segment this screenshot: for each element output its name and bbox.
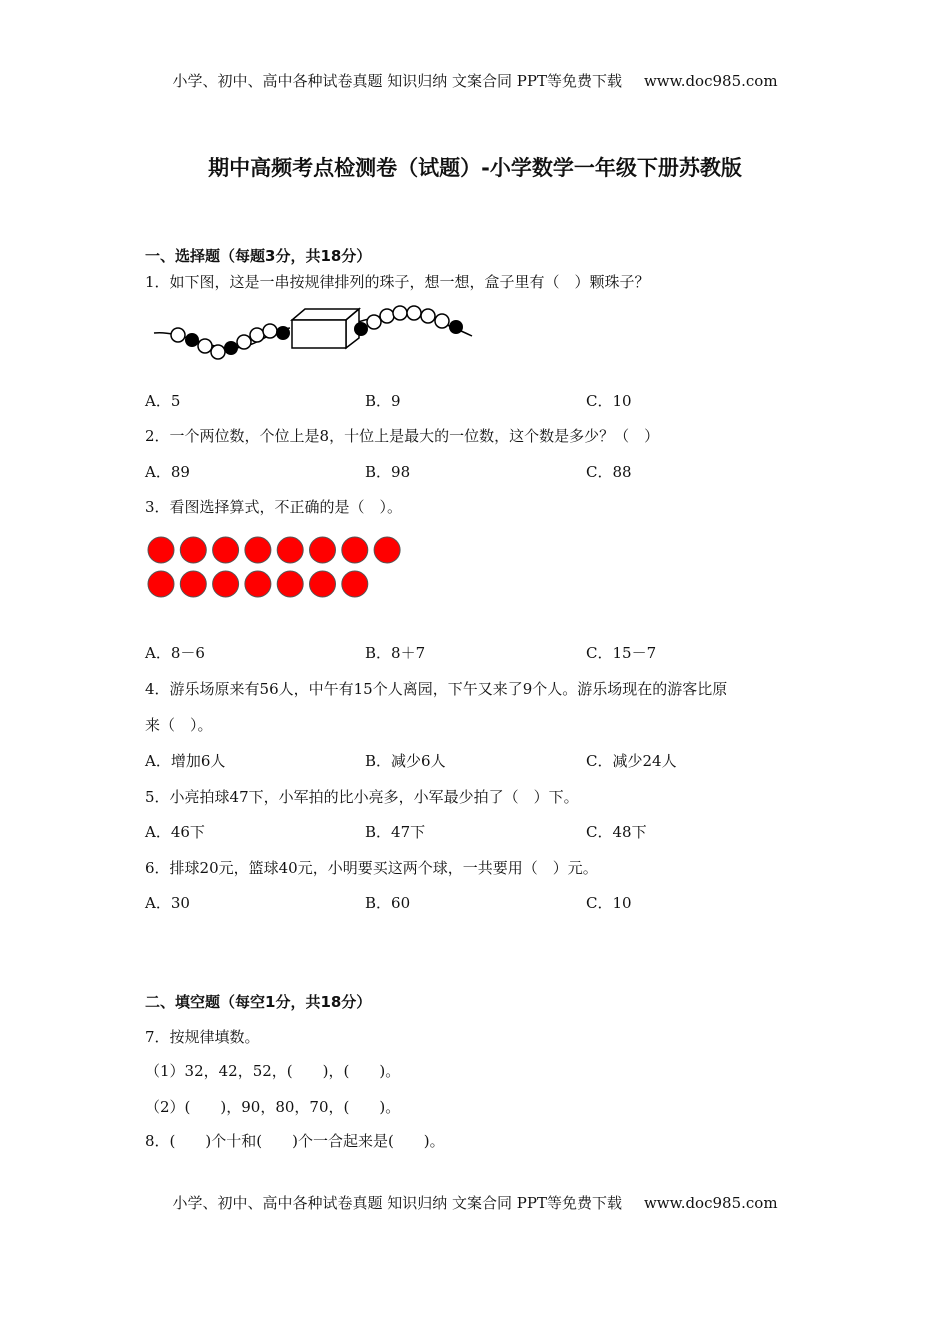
question-8: 8．( )个十和( )个一合起来是( )。 <box>145 1132 445 1150</box>
red-dot <box>213 571 239 597</box>
red-dot <box>148 537 174 563</box>
bead-white <box>380 309 394 323</box>
q3-option-b: B．8＋7 <box>365 644 426 662</box>
question-6: 6．排球20元，篮球40元，小明要买这两个球，一共要用（ ）元。 <box>145 859 598 877</box>
red-dot <box>180 571 206 597</box>
q1-option-a: A．5 <box>145 392 181 410</box>
bead-black <box>224 341 238 355</box>
bead-white <box>367 315 381 329</box>
question-2: 2．一个两位数，个位上是8，十位上是最大的一位数，这个数是多少？（ ） <box>145 427 660 445</box>
footer-text: 小学、初中、高中各种试卷真题 知识归纳 文案合同 PPT等免费下载 <box>172 1194 622 1212</box>
q4-option-c: C．减少24人 <box>586 752 677 770</box>
red-dot <box>342 537 368 563</box>
section-heading-choice: 一、选择题（每题3分，共18分） <box>145 247 372 265</box>
header-text: 小学、初中、高中各种试卷真题 知识归纳 文案合同 PPT等免费下载 <box>172 72 622 90</box>
question-4-line1: 4．游乐场原来有56人，中午有15个人离园，下午又来了9个人。游乐场现在的游客比原 <box>145 680 728 698</box>
q4-option-a: A．增加6人 <box>145 752 226 770</box>
q1-option-c: C．10 <box>586 392 632 410</box>
bead-black <box>354 322 368 336</box>
q1-option-b: B．9 <box>365 392 401 410</box>
bead-black <box>185 333 199 347</box>
bead-white <box>171 328 185 342</box>
bead-white <box>421 309 435 323</box>
page-footer <box>0 1192 950 1213</box>
q5-option-b: B．47下 <box>365 823 426 841</box>
bead-white <box>250 328 264 342</box>
q5-option-a: A．46下 <box>145 823 205 841</box>
red-dot <box>277 537 303 563</box>
page-header <box>0 70 950 91</box>
bead-white <box>393 306 407 320</box>
question-3: 3．看图选择算式，不正确的是（ ）。 <box>145 498 403 516</box>
q3-option-c: C．15－7 <box>586 644 657 662</box>
red-dot <box>180 537 206 563</box>
q6-option-a: A．30 <box>145 894 190 912</box>
bead-white <box>198 339 212 353</box>
red-dot <box>310 537 336 563</box>
red-dot <box>277 571 303 597</box>
bead-white <box>237 335 251 349</box>
q2-option-a: A．89 <box>145 463 190 481</box>
q3-option-a: A．8－6 <box>145 644 205 662</box>
bead-white <box>407 306 421 320</box>
red-dot <box>374 537 400 563</box>
red-dot <box>245 537 271 563</box>
box-figure <box>292 309 359 348</box>
bead-white <box>263 324 277 338</box>
header-url: www.doc985.com <box>643 72 778 90</box>
question-7-part-2: （2）( )，90，80，70，( )。 <box>145 1098 401 1116</box>
question-4-line2: 来（ ）。 <box>145 716 213 734</box>
red-dots-figure <box>143 532 413 602</box>
red-dot <box>310 571 336 597</box>
red-dot <box>342 571 368 597</box>
red-dot <box>213 537 239 563</box>
question-7: 7．按规律填数。 <box>145 1028 260 1046</box>
red-dot <box>148 571 174 597</box>
question-5: 5．小亮拍球47下，小军拍的比小亮多，小军最少拍了（ ）下。 <box>145 788 579 806</box>
question-1: 1．如下图，这是一串按规律排列的珠子，想一想，盒子里有（ ）颗珠子？ <box>145 273 650 291</box>
footer-url: www.doc985.com <box>643 1194 778 1212</box>
bead-white <box>211 345 225 359</box>
red-dot <box>245 571 271 597</box>
q6-option-b: B．60 <box>365 894 411 912</box>
bead-white <box>435 314 449 328</box>
q2-option-c: C．88 <box>586 463 632 481</box>
section-heading-fill: 二、填空题（每空1分，共18分） <box>145 993 372 1011</box>
q2-option-b: B．98 <box>365 463 411 481</box>
q4-option-b: B．减少6人 <box>365 752 446 770</box>
q6-option-c: C．10 <box>586 894 632 912</box>
question-7-part-1: （1）32，42，52，( )，( )。 <box>145 1062 401 1080</box>
q5-option-c: C．48下 <box>586 823 647 841</box>
page-title: 期中高频考点检测卷（试题）-小学数学一年级下册苏教版 <box>208 156 742 180</box>
bead-black <box>276 326 290 340</box>
bead-string-figure <box>150 300 480 366</box>
bead-black <box>449 320 463 334</box>
